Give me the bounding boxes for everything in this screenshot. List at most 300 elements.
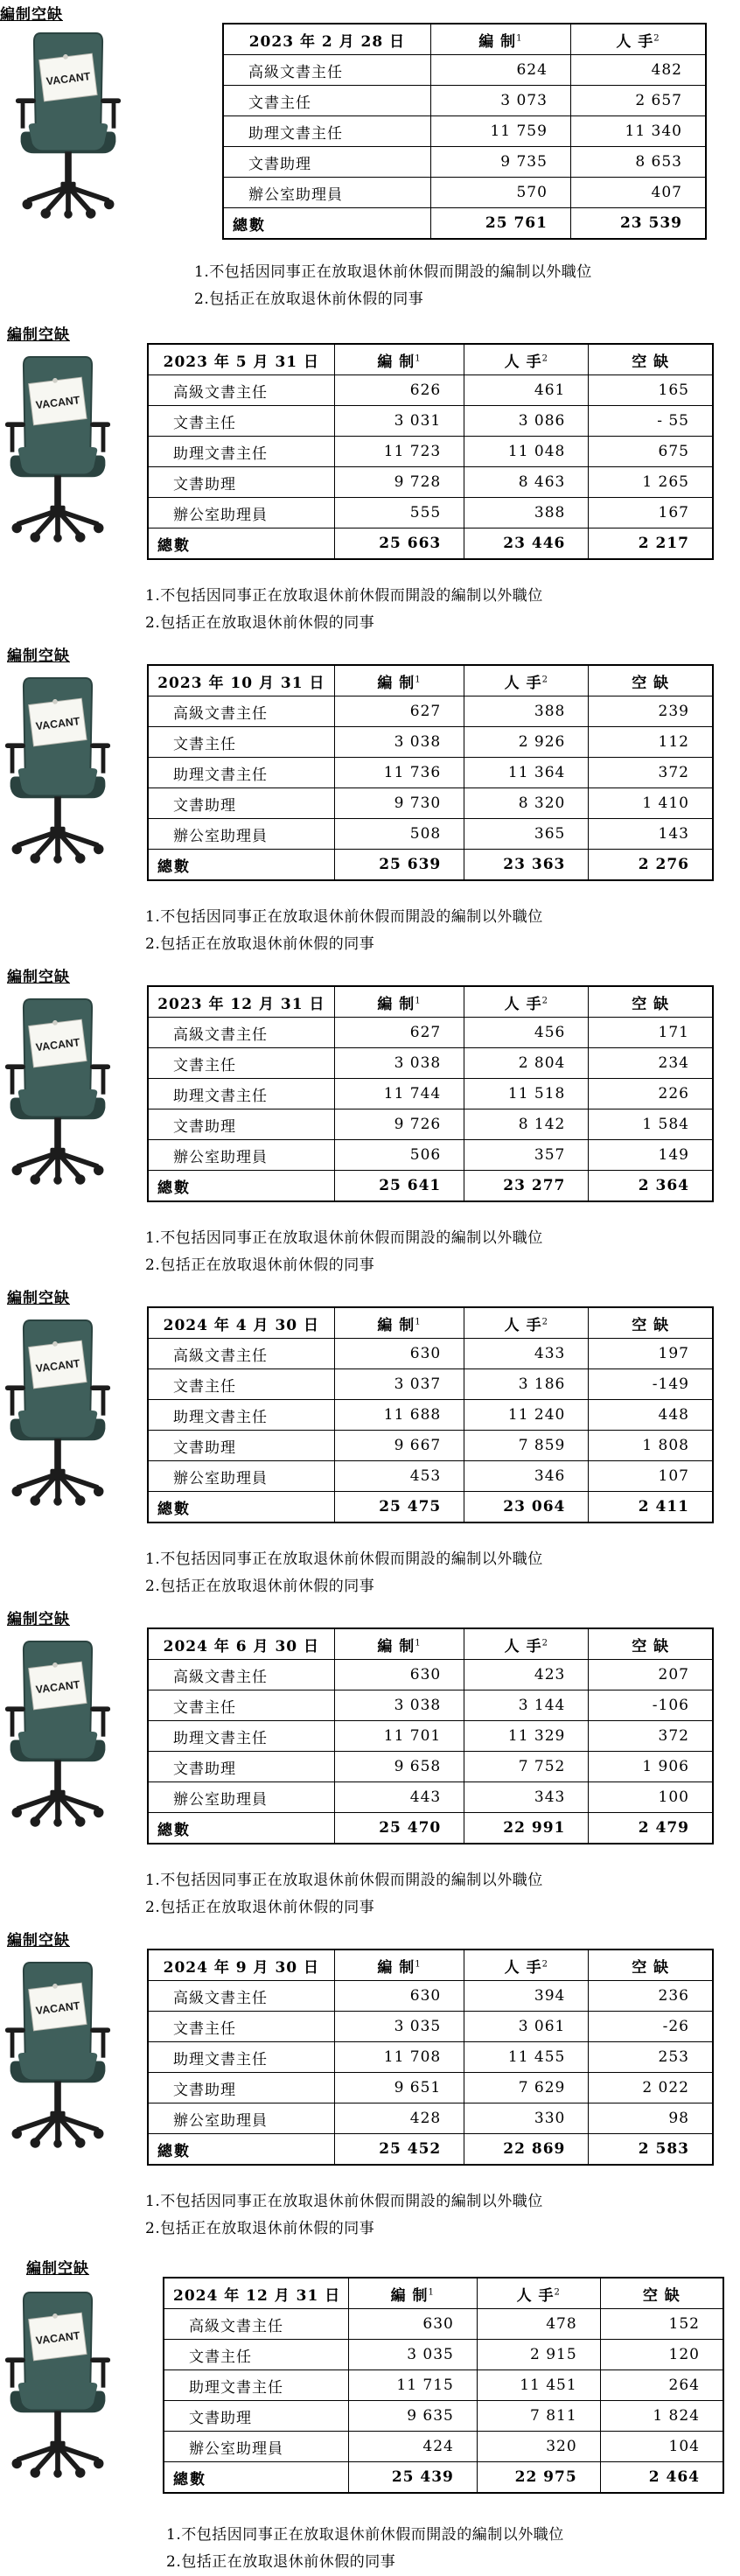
vacancy-cell: 149 [589,1140,713,1171]
table-header-row [164,2278,723,2309]
establishment-cell: 630 [334,1981,464,2012]
footnote-line: 1.不包括因同事正在放取退休前休假而開設的編制以外職位 [145,1229,543,1247]
vacancy-cell: 675 [589,437,713,467]
establishment-cell: 3 035 [334,2012,464,2042]
strength-cell: 7 752 [464,1752,589,1782]
vacant-sign-label: VACANT [35,1357,81,1376]
table-row [148,1110,713,1140]
establishment-cell: 443 [334,1782,464,1813]
vacancy-cell: -26 [589,2012,713,2042]
establishment-cell: 3 035 [348,2340,477,2370]
header-strength [464,1628,589,1660]
grade-name: 辦公室助理員 [148,2104,334,2134]
total-row [148,850,713,881]
establishment-cell: 9 730 [334,788,464,819]
header-strength-label: 人 手 [516,2286,555,2305]
grade-name: 總數 [223,208,430,240]
header-strength-label: 人 手 [504,1958,542,1977]
strength-cell: 456 [464,1018,589,1048]
table-row [148,1400,713,1431]
footnote-marker: 2 [541,1316,548,1326]
header-establishment-label: 編 制 [377,674,415,692]
vacancy-cell: 372 [589,758,713,788]
grade-name: 辦公室助理員 [164,2432,348,2462]
footnotes [145,1867,543,1922]
vacancy-table [147,985,714,1202]
establishment-cell: 11 688 [334,1400,464,1431]
vacant-chair-icon [3,992,112,1185]
vacancy-cell: 2 276 [589,850,713,881]
strength-cell: 482 [570,55,706,86]
header-establishment [334,665,464,696]
table-row [148,1981,713,2012]
table-row [148,788,713,819]
strength-cell: 8 142 [464,1110,589,1140]
header-establishment-label: 編 制 [377,1637,415,1656]
vacant-sign-label: VACANT [35,1036,81,1054]
grade-name: 高級文書主任 [148,1660,334,1690]
table-row [148,1369,713,1400]
strength-cell: 8 463 [464,467,589,498]
header-date: 2023 年 5 月 31 日 [148,344,334,375]
strength-cell: 23 277 [464,1171,589,1202]
header-vacancy: 空 缺 [600,2278,723,2309]
table-row [148,2104,713,2134]
table-row [148,1752,713,1782]
total-row [148,1813,713,1844]
establishment-cell: 9 735 [430,147,570,178]
footnote-line: 2.包括正在放取退休前休假的同事 [145,1256,375,1274]
header-strength-label: 人 手 [504,674,542,692]
footnote-marker: 1 [415,353,422,363]
table-row [148,467,713,498]
strength-cell: 407 [570,178,706,208]
strength-cell: 394 [464,1981,589,2012]
total-row [148,1492,713,1523]
vacancy-cell: 165 [589,375,713,406]
footnote-line: 1.不包括因同事正在放取退休前休假而開設的編制以外職位 [145,908,543,926]
establishment-cell: 3 038 [334,1048,464,1079]
vacancy-cell: 104 [600,2432,723,2462]
establishment-cell: 424 [348,2432,477,2462]
footnotes [166,2522,564,2576]
establishment-cell: 25 639 [334,850,464,881]
footnote-marker: 2 [541,995,548,1005]
vacancy-cell: 1 808 [589,1431,713,1461]
footnotes [145,1546,543,1600]
strength-cell: 8 653 [570,147,706,178]
table-row [148,1782,713,1813]
vacancy-cell: 167 [589,498,713,528]
vacancy-table [147,664,714,881]
grade-name: 文書主任 [223,86,430,116]
table-header-row [148,1307,713,1339]
establishment-cell: 25 452 [334,2134,464,2166]
strength-cell: 11 455 [464,2042,589,2073]
establishment-cell: 11 708 [334,2042,464,2073]
vacancy-section [0,0,740,320]
footnote-line: 1.不包括因同事正在放取退休前休假而開設的編制以外職位 [145,2193,543,2210]
strength-cell: 7 811 [477,2401,600,2432]
table-header-row [148,665,713,696]
grade-name: 文書助理 [164,2401,348,2432]
establishment-cell: 3 031 [334,406,464,437]
footnotes [145,2188,543,2243]
vacancy-cell: 1 824 [600,2401,723,2432]
header-strength-label: 人 手 [504,1637,542,1656]
vacant-sign-label: VACANT [35,2329,81,2348]
footnote-line: 1.不包括因同事正在放取退休前休假而開設的編制以外職位 [166,2526,564,2544]
header-establishment-label: 編 制 [377,353,415,371]
table-row [148,758,713,788]
table-row [148,1140,713,1171]
strength-cell: 22 975 [477,2462,600,2494]
total-row [164,2462,723,2494]
table-row [148,1048,713,1079]
establishment-cell: 3 038 [334,1690,464,1721]
vacancy-table [147,1306,714,1523]
vacancy-cell: 372 [589,1721,713,1752]
grade-name: 助理文書主任 [164,2370,348,2401]
strength-cell: 3 061 [464,2012,589,2042]
header-strength [464,665,589,696]
header-establishment-label: 編 制 [377,1958,415,1977]
vacancy-cell: 226 [589,1079,713,1110]
establishment-cell: 508 [334,819,464,850]
establishment-cell: 11 759 [430,116,570,147]
table-row [148,2012,713,2042]
grade-name: 高級文書主任 [148,1981,334,2012]
table-row [148,727,713,758]
grade-name: 文書助理 [148,1431,334,1461]
strength-cell: 8 320 [464,788,589,819]
establishment-cell: 630 [334,1339,464,1369]
vacancy-section [0,1605,740,1925]
footnote-line: 2.包括正在放取退休前休假的同事 [145,1578,375,1595]
strength-cell: 11 364 [464,758,589,788]
strength-cell: 3 086 [464,406,589,437]
vacancy-cell: 120 [600,2340,723,2370]
grade-name: 文書助理 [148,1110,334,1140]
vacant-sign-label: VACANT [35,715,81,733]
vacant-chair-icon [14,26,122,219]
strength-cell: 330 [464,2104,589,2134]
header-date: 2024 年 12 月 31 日 [164,2278,348,2309]
vacancy-cell: 2 411 [589,1492,713,1523]
grade-name: 高級文書主任 [223,55,430,86]
vacancy-cell: 2 217 [589,528,713,560]
table-row [164,2370,723,2401]
footnote-marker: 1 [415,674,422,684]
grade-name: 總數 [148,528,334,560]
table-row [223,178,706,208]
table-header-row [148,344,713,375]
vacancy-cell: 2 022 [589,2073,713,2104]
establishment-cell: 3 037 [334,1369,464,1400]
grade-name: 文書助理 [148,467,334,498]
vacancy-cell: 239 [589,696,713,727]
strength-cell: 23 363 [464,850,589,881]
vacant-chair-icon [3,1634,112,1827]
table-row [148,1690,713,1721]
strength-cell: 357 [464,1140,589,1171]
vacancy-section [0,962,740,1283]
table-row [164,2401,723,2432]
vacancy-cell: 2 464 [600,2462,723,2494]
vacancy-cell: 264 [600,2370,723,2401]
establishment-cell: 9 726 [334,1110,464,1140]
vacancy-cell: -149 [589,1369,713,1400]
vacant-chair-icon [3,350,112,542]
vacant-sign-label: VACANT [35,1999,81,2018]
table-row [148,437,713,467]
footnotes [145,904,543,958]
strength-cell: 22 869 [464,2134,589,2166]
footnote-line: 2.包括正在放取退休前休假的同事 [145,614,375,632]
grade-name: 總數 [148,850,334,881]
footnote-line: 2.包括正在放取退休前休假的同事 [145,1899,375,1916]
grade-name: 高級文書主任 [148,696,334,727]
grade-name: 辦公室助理員 [223,178,430,208]
vacancy-section [0,1284,740,1604]
establishment-cell: 555 [334,498,464,528]
header-vacancy: 空 缺 [589,1628,713,1660]
table-row [148,406,713,437]
grade-name: 助理文書主任 [148,758,334,788]
header-strength-label: 人 手 [504,995,542,1013]
grade-name: 辦公室助理員 [148,1461,334,1492]
header-date: 2023 年 2 月 28 日 [223,24,430,55]
header-strength-label: 人 手 [616,32,654,51]
strength-cell: 3 186 [464,1369,589,1400]
grade-name: 辦公室助理員 [148,1140,334,1171]
header-strength-label: 人 手 [504,353,542,371]
footnote-line: 2.包括正在放取退休前休假的同事 [145,2220,375,2237]
header-vacancy: 空 缺 [589,665,713,696]
table-row [223,86,706,116]
grade-name: 文書主任 [148,1690,334,1721]
grade-name: 文書主任 [148,727,334,758]
grade-name: 助理文書主任 [148,1079,334,1110]
table-row [148,375,713,406]
strength-cell: 2 926 [464,727,589,758]
grade-name: 文書助理 [148,1752,334,1782]
header-establishment [334,986,464,1018]
establishment-cell: 11 736 [334,758,464,788]
section-title: 編制空缺 [26,2260,89,2278]
strength-cell: 320 [477,2432,600,2462]
establishment-cell: 506 [334,1140,464,1171]
grade-name: 總數 [148,1492,334,1523]
table-header-row [148,1950,713,1981]
vacancy-cell: 253 [589,2042,713,2073]
establishment-cell: 9 658 [334,1752,464,1782]
establishment-cell: 3 073 [430,86,570,116]
vacancy-table [147,343,714,560]
establishment-cell: 9 728 [334,467,464,498]
header-strength [464,1950,589,1981]
header-strength [464,986,589,1018]
vacancy-section [0,641,740,962]
table-row [164,2432,723,2462]
vacant-chair-icon [3,1313,112,1506]
vacancy-cell: 234 [589,1048,713,1079]
header-vacancy: 空 缺 [589,1950,713,1981]
header-date: 2024 年 9 月 30 日 [148,1950,334,1981]
establishment-cell: 11 744 [334,1079,464,1110]
establishment-cell: 9 635 [348,2401,477,2432]
vacant-chair-icon [3,2286,112,2478]
footnote-marker: 2 [541,353,548,363]
vacancy-cell: 112 [589,727,713,758]
vacancy-cell: -106 [589,1690,713,1721]
grade-name: 文書助理 [148,2073,334,2104]
grade-name: 辦公室助理員 [148,1782,334,1813]
header-date: 2023 年 12 月 31 日 [148,986,334,1018]
section-title: 編制空缺 [7,326,70,344]
strength-cell: 11 048 [464,437,589,467]
grade-name: 助理文書主任 [148,2042,334,2073]
header-establishment [334,1307,464,1339]
vacancy-cell: 1 584 [589,1110,713,1140]
header-strength [570,24,706,55]
strength-cell: 2 915 [477,2340,600,2370]
footnote-line: 2.包括正在放取退休前休假的同事 [166,2553,396,2571]
footnote-marker: 1 [415,1637,422,1648]
vacancy-cell: 236 [589,1981,713,2012]
header-date: 2024 年 6 月 30 日 [148,1628,334,1660]
vacant-chair-icon [3,671,112,864]
establishment-cell: 428 [334,2104,464,2134]
section-title: 編制空缺 [7,969,70,986]
table-row [223,116,706,147]
header-vacancy: 空 缺 [589,344,713,375]
grade-name: 總數 [148,1171,334,1202]
table-row [148,1721,713,1752]
grade-name: 總數 [148,2134,334,2166]
grade-name: 高級文書主任 [164,2309,348,2340]
strength-cell: 23 539 [570,208,706,240]
footnote-marker: 2 [541,1958,548,1969]
strength-cell: 11 518 [464,1079,589,1110]
header-vacancy: 空 缺 [589,1307,713,1339]
footnote-marker: 2 [541,674,548,684]
table-row [164,2309,723,2340]
table-row [223,55,706,86]
grade-name: 總數 [148,1813,334,1844]
header-date: 2023 年 10 月 31 日 [148,665,334,696]
strength-cell: 22 991 [464,1813,589,1844]
strength-cell: 423 [464,1660,589,1690]
total-row [148,528,713,560]
strength-cell: 7 859 [464,1431,589,1461]
strength-cell: 11 240 [464,1400,589,1431]
footnote-marker: 1 [428,2286,435,2297]
table-row [148,2042,713,2073]
grade-name: 高級文書主任 [148,1339,334,1369]
table-row [164,2340,723,2370]
vacant-sign-label: VACANT [35,1678,81,1697]
footnote-line: 2.包括正在放取退休前休假的同事 [194,290,424,308]
strength-cell: 388 [464,696,589,727]
vacancy-cell: 98 [589,2104,713,2134]
strength-cell: 11 340 [570,116,706,147]
establishment-cell: 25 663 [334,528,464,560]
footnote-line: 1.不包括因同事正在放取退休前休假而開設的編制以外職位 [194,263,592,281]
total-row [223,208,706,240]
establishment-cell: 627 [334,1018,464,1048]
strength-cell: 365 [464,819,589,850]
table-row [148,1079,713,1110]
vacancy-cell: 448 [589,1400,713,1431]
vacancy-section [0,2254,740,2574]
vacancy-section [0,1926,740,2246]
vacancy-cell: 100 [589,1782,713,1813]
table-row [223,147,706,178]
header-establishment [430,24,570,55]
section-title: 編制空缺 [7,1290,70,1307]
strength-cell: 433 [464,1339,589,1369]
grade-name: 助理文書主任 [223,116,430,147]
table-row [148,1461,713,1492]
footnotes [145,1225,543,1279]
header-establishment-label: 編 制 [478,32,517,51]
establishment-cell: 630 [334,1660,464,1690]
establishment-cell: 630 [348,2309,477,2340]
table-header-row [223,24,706,55]
establishment-cell: 9 651 [334,2073,464,2104]
strength-cell: 461 [464,375,589,406]
table-row [148,1660,713,1690]
strength-cell: 11 451 [477,2370,600,2401]
header-establishment [334,344,464,375]
grade-name: 高級文書主任 [148,375,334,406]
footnotes [145,583,543,637]
strength-cell: 23 064 [464,1492,589,1523]
vacancy-table [222,23,707,240]
footnote-line: 1.不包括因同事正在放取退休前休假而開設的編制以外職位 [145,1550,543,1568]
vacancy-cell: 152 [600,2309,723,2340]
footnote-line: 1.不包括因同事正在放取退休前休假而開設的編制以外職位 [145,1872,543,1889]
establishment-cell: 570 [430,178,570,208]
establishment-cell: 25 641 [334,1171,464,1202]
vacancy-cell: 207 [589,1660,713,1690]
vacant-sign-label: VACANT [35,394,81,412]
vacancy-section [0,320,740,640]
vacancy-cell: - 55 [589,406,713,437]
vacancy-cell: 1 410 [589,788,713,819]
vacancy-cell: 197 [589,1339,713,1369]
footnote-marker: 1 [415,1316,422,1326]
vacancy-cell: 2 364 [589,1171,713,1202]
footnote-line: 1.不包括因同事正在放取退休前休假而開設的編制以外職位 [145,587,543,605]
strength-cell: 388 [464,498,589,528]
table-row [148,819,713,850]
table-header-row [148,1628,713,1660]
header-establishment [348,2278,477,2309]
grade-name: 高級文書主任 [148,1018,334,1048]
header-establishment [334,1950,464,1981]
strength-cell: 343 [464,1782,589,1813]
vacant-chair-icon [3,1956,112,2148]
establishment-cell: 453 [334,1461,464,1492]
header-establishment-label: 編 制 [377,995,415,1013]
section-title: 編制空缺 [0,6,63,24]
vacancy-table [147,1628,714,1844]
vacancy-table [147,1949,714,2166]
strength-cell: 3 144 [464,1690,589,1721]
table-row [148,1339,713,1369]
